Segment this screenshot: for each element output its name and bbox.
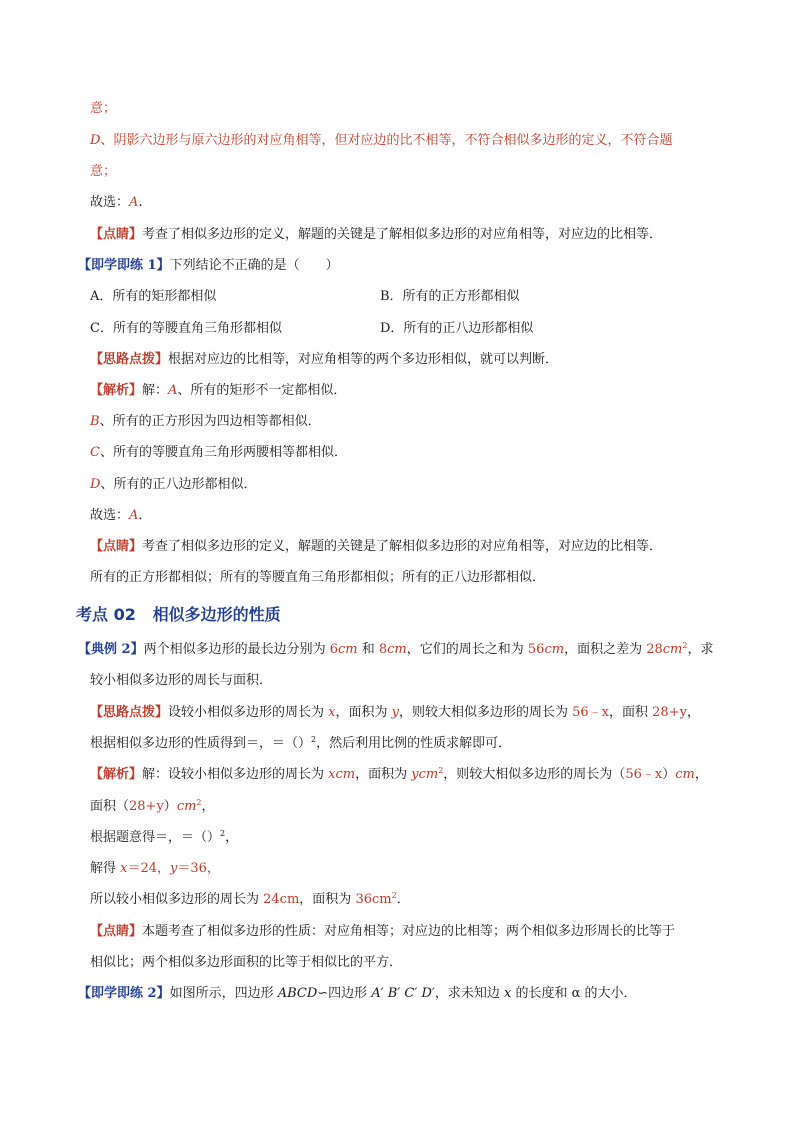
solution-1-line-4	[90, 475, 256, 495]
remark-2-line-1	[90, 537, 662, 557]
text: 解：	[142, 383, 169, 398]
value: 24cm	[263, 892, 300, 907]
text: 、所有的正八边形都相似．	[100, 477, 257, 492]
exponent: 2	[220, 829, 226, 838]
remark-text: 本题考查了相似多边形的性质：对应角相等；对应边的比相等；两个相似多边形周长的比等于	[142, 924, 676, 939]
remark-1	[90, 225, 662, 245]
hint-2-line-2	[90, 734, 511, 754]
value: 36cm	[355, 892, 392, 907]
text: ）	[662, 767, 676, 782]
section-number: 考点 02	[76, 605, 136, 624]
exponent: 2	[311, 735, 317, 744]
variable: y	[170, 861, 178, 876]
solution-tag: 【解析】	[90, 383, 143, 398]
text: 、所有的矩形不一定都相似．	[177, 383, 347, 398]
remark-text: 相似比；两个相似多边形面积的比等于相似比的平方．	[90, 955, 403, 970]
option-letter: B	[90, 414, 100, 429]
expression: xcm	[328, 767, 356, 782]
exponent: 2	[438, 766, 444, 775]
option-letter: A	[168, 383, 178, 398]
option-letter: D	[90, 477, 101, 492]
text: 所以较小相似多边形的周长为	[90, 892, 264, 907]
solution-2-line-1	[90, 765, 708, 785]
expression: 28+y	[652, 705, 687, 720]
remark-3-line-1	[90, 922, 675, 942]
remark-tag: 【点睛】	[90, 539, 143, 554]
text: 设较小相似多边形的周长为	[168, 705, 329, 720]
text: ．	[396, 892, 410, 907]
expression: 56﹣x	[625, 767, 663, 782]
text: ，面积为	[355, 767, 412, 782]
option-b	[380, 287, 520, 307]
text: 和	[357, 642, 379, 657]
answer-label: 故选：	[90, 195, 130, 210]
variable: x	[503, 986, 512, 1001]
option-d-analysis	[90, 131, 672, 151]
text: ，	[225, 830, 239, 845]
solution-1-line-1	[90, 381, 346, 401]
solution-tag: 【解析】	[90, 767, 143, 782]
option-d-text: D．所有的正八边形都相似	[380, 321, 534, 336]
value: 56	[527, 642, 545, 657]
answer-value: A	[129, 508, 139, 523]
text: 解得	[90, 861, 121, 876]
variable: x	[120, 861, 128, 876]
remark-text: 考查了相似多边形的定义，解题的关键是了解相似多边形的对应角相等，对应边的比相等．	[142, 539, 663, 554]
unit: cm	[176, 799, 197, 814]
expression: 56﹣x	[572, 705, 610, 720]
exercise-tag: 【即学即练 2】	[78, 986, 170, 1001]
text: ，面积	[609, 705, 653, 720]
text: 面积（	[90, 799, 130, 814]
value: 6	[329, 642, 338, 657]
solution-2-line-4	[90, 859, 220, 879]
remark-tag: 【点睛】	[90, 227, 143, 242]
text: 根据相似多边形的性质得到＝，＝（）	[90, 736, 312, 751]
remark-text: 所有的正方形都相似；所有的等腰直角三角形都相似；所有的正八边形都相似．	[90, 570, 546, 585]
value: ＝36，	[177, 861, 220, 876]
question-text: 下列结论不正确的是（ ）	[169, 258, 339, 273]
unit: cm	[675, 767, 695, 782]
section-title: 相似多边形的性质	[152, 605, 281, 624]
text: 、所有的等腰直角三角形两腰相等都相似．	[99, 445, 347, 460]
text: ，求未知边	[434, 986, 504, 1001]
unit: cm	[387, 642, 407, 657]
option-b-text: B．所有的正方形都相似	[380, 289, 520, 304]
unit: cm	[338, 642, 358, 657]
text: ，	[694, 767, 708, 782]
text: ，面积为	[335, 705, 392, 720]
solution-1-line-3	[90, 443, 347, 463]
text: ，则较大相似多边形的周长为	[399, 705, 573, 720]
exercise-2-question	[78, 984, 637, 1004]
example-tag: 【典例 2】	[78, 642, 144, 657]
text: ∽四边形	[317, 986, 372, 1001]
example-2-line-2	[90, 671, 272, 691]
text: 意；	[90, 164, 117, 179]
solution-1-line-2	[90, 412, 321, 432]
option-d	[380, 319, 533, 339]
value: 8	[378, 642, 388, 657]
exercise-1-question	[78, 256, 339, 276]
polygon-name: A′ B′ C′ D′	[371, 986, 435, 1001]
answer-line	[90, 193, 143, 213]
option-letter: D	[90, 133, 101, 148]
text: ，求	[687, 642, 714, 657]
option-c-text: C．所有的等腰直角三角形都相似	[90, 321, 282, 336]
text: ，	[201, 799, 215, 814]
text: 、所有的正方形因为四边相等都相似．	[99, 414, 321, 429]
text: 根据题意得＝，＝（）	[90, 830, 221, 845]
unit: cm	[544, 642, 565, 657]
text: ，然后利用比例的性质求解即可．	[316, 736, 512, 751]
solution-2-line-2	[90, 797, 215, 817]
answer-end: .	[138, 195, 143, 210]
continuation-text	[90, 99, 116, 119]
hint-2-line-1	[90, 703, 700, 723]
answer-label: 故选：	[90, 508, 130, 523]
section-heading	[76, 603, 281, 627]
variable: y	[391, 705, 399, 720]
solution-2-line-3	[90, 828, 238, 848]
hint-tag: 【思路点拨】	[90, 352, 169, 367]
exponent: 2	[682, 641, 688, 650]
text: ）	[163, 799, 177, 814]
option-c	[90, 319, 282, 339]
remark-tag: 【点睛】	[90, 924, 143, 939]
remark-2-line-2	[90, 568, 545, 588]
text: 意；	[90, 101, 117, 116]
text: 如图所示，四边形	[169, 986, 278, 1001]
value: 28	[646, 642, 663, 657]
hint-tag: 【思路点拨】	[90, 705, 169, 720]
polygon-name: ABCD	[277, 986, 318, 1001]
option-a-text: A．所有的矩形都相似	[90, 289, 217, 304]
text: ，面积为	[299, 892, 356, 907]
continuation-text-2	[90, 162, 116, 182]
text: 两个相似多边形的最长边分别为	[143, 642, 330, 657]
option-letter: C	[90, 445, 100, 460]
text: ，面积之差为	[564, 642, 647, 657]
analysis-text: 、阴影六边形与原六边形的对应角相等，但对应边的比不相等，不符合相似多边形的定义，不符合题	[100, 133, 673, 148]
answer-value: A	[129, 195, 139, 210]
unit: cm	[662, 642, 683, 657]
remark-text: 考查了相似多边形的定义，解题的关键是了解相似多边形的对应角相等，对应边的比相等．	[142, 227, 663, 242]
example-2-line-1	[78, 640, 713, 660]
remark-3-line-2	[90, 953, 402, 973]
exponent: 2	[391, 891, 397, 900]
solution-1-answer	[90, 506, 151, 526]
text: ，则较大相似多边形的周长为（	[443, 767, 626, 782]
text: 的长度和 α 的大小．	[511, 986, 637, 1001]
text: ，它们的周长之和为	[406, 642, 528, 657]
solution-2-line-5	[90, 890, 410, 910]
value: ＝24，	[127, 861, 171, 876]
text: ，	[686, 705, 700, 720]
expression: 28+y	[129, 799, 164, 814]
answer-end: ．	[138, 508, 152, 523]
text: 解：设较小相似多边形的周长为	[142, 767, 329, 782]
variable: x	[328, 705, 336, 720]
expression: ycm	[411, 767, 439, 782]
hint-1	[90, 350, 558, 370]
option-a	[90, 287, 216, 307]
exponent: 2	[196, 798, 202, 807]
hint-text: 根据对应边的比相等，对应角相等的两个多边形相似，就可以判断．	[168, 352, 559, 367]
text: 较小相似多边形的周长与面积．	[90, 673, 273, 688]
exercise-tag: 【即学即练 1】	[78, 258, 170, 273]
